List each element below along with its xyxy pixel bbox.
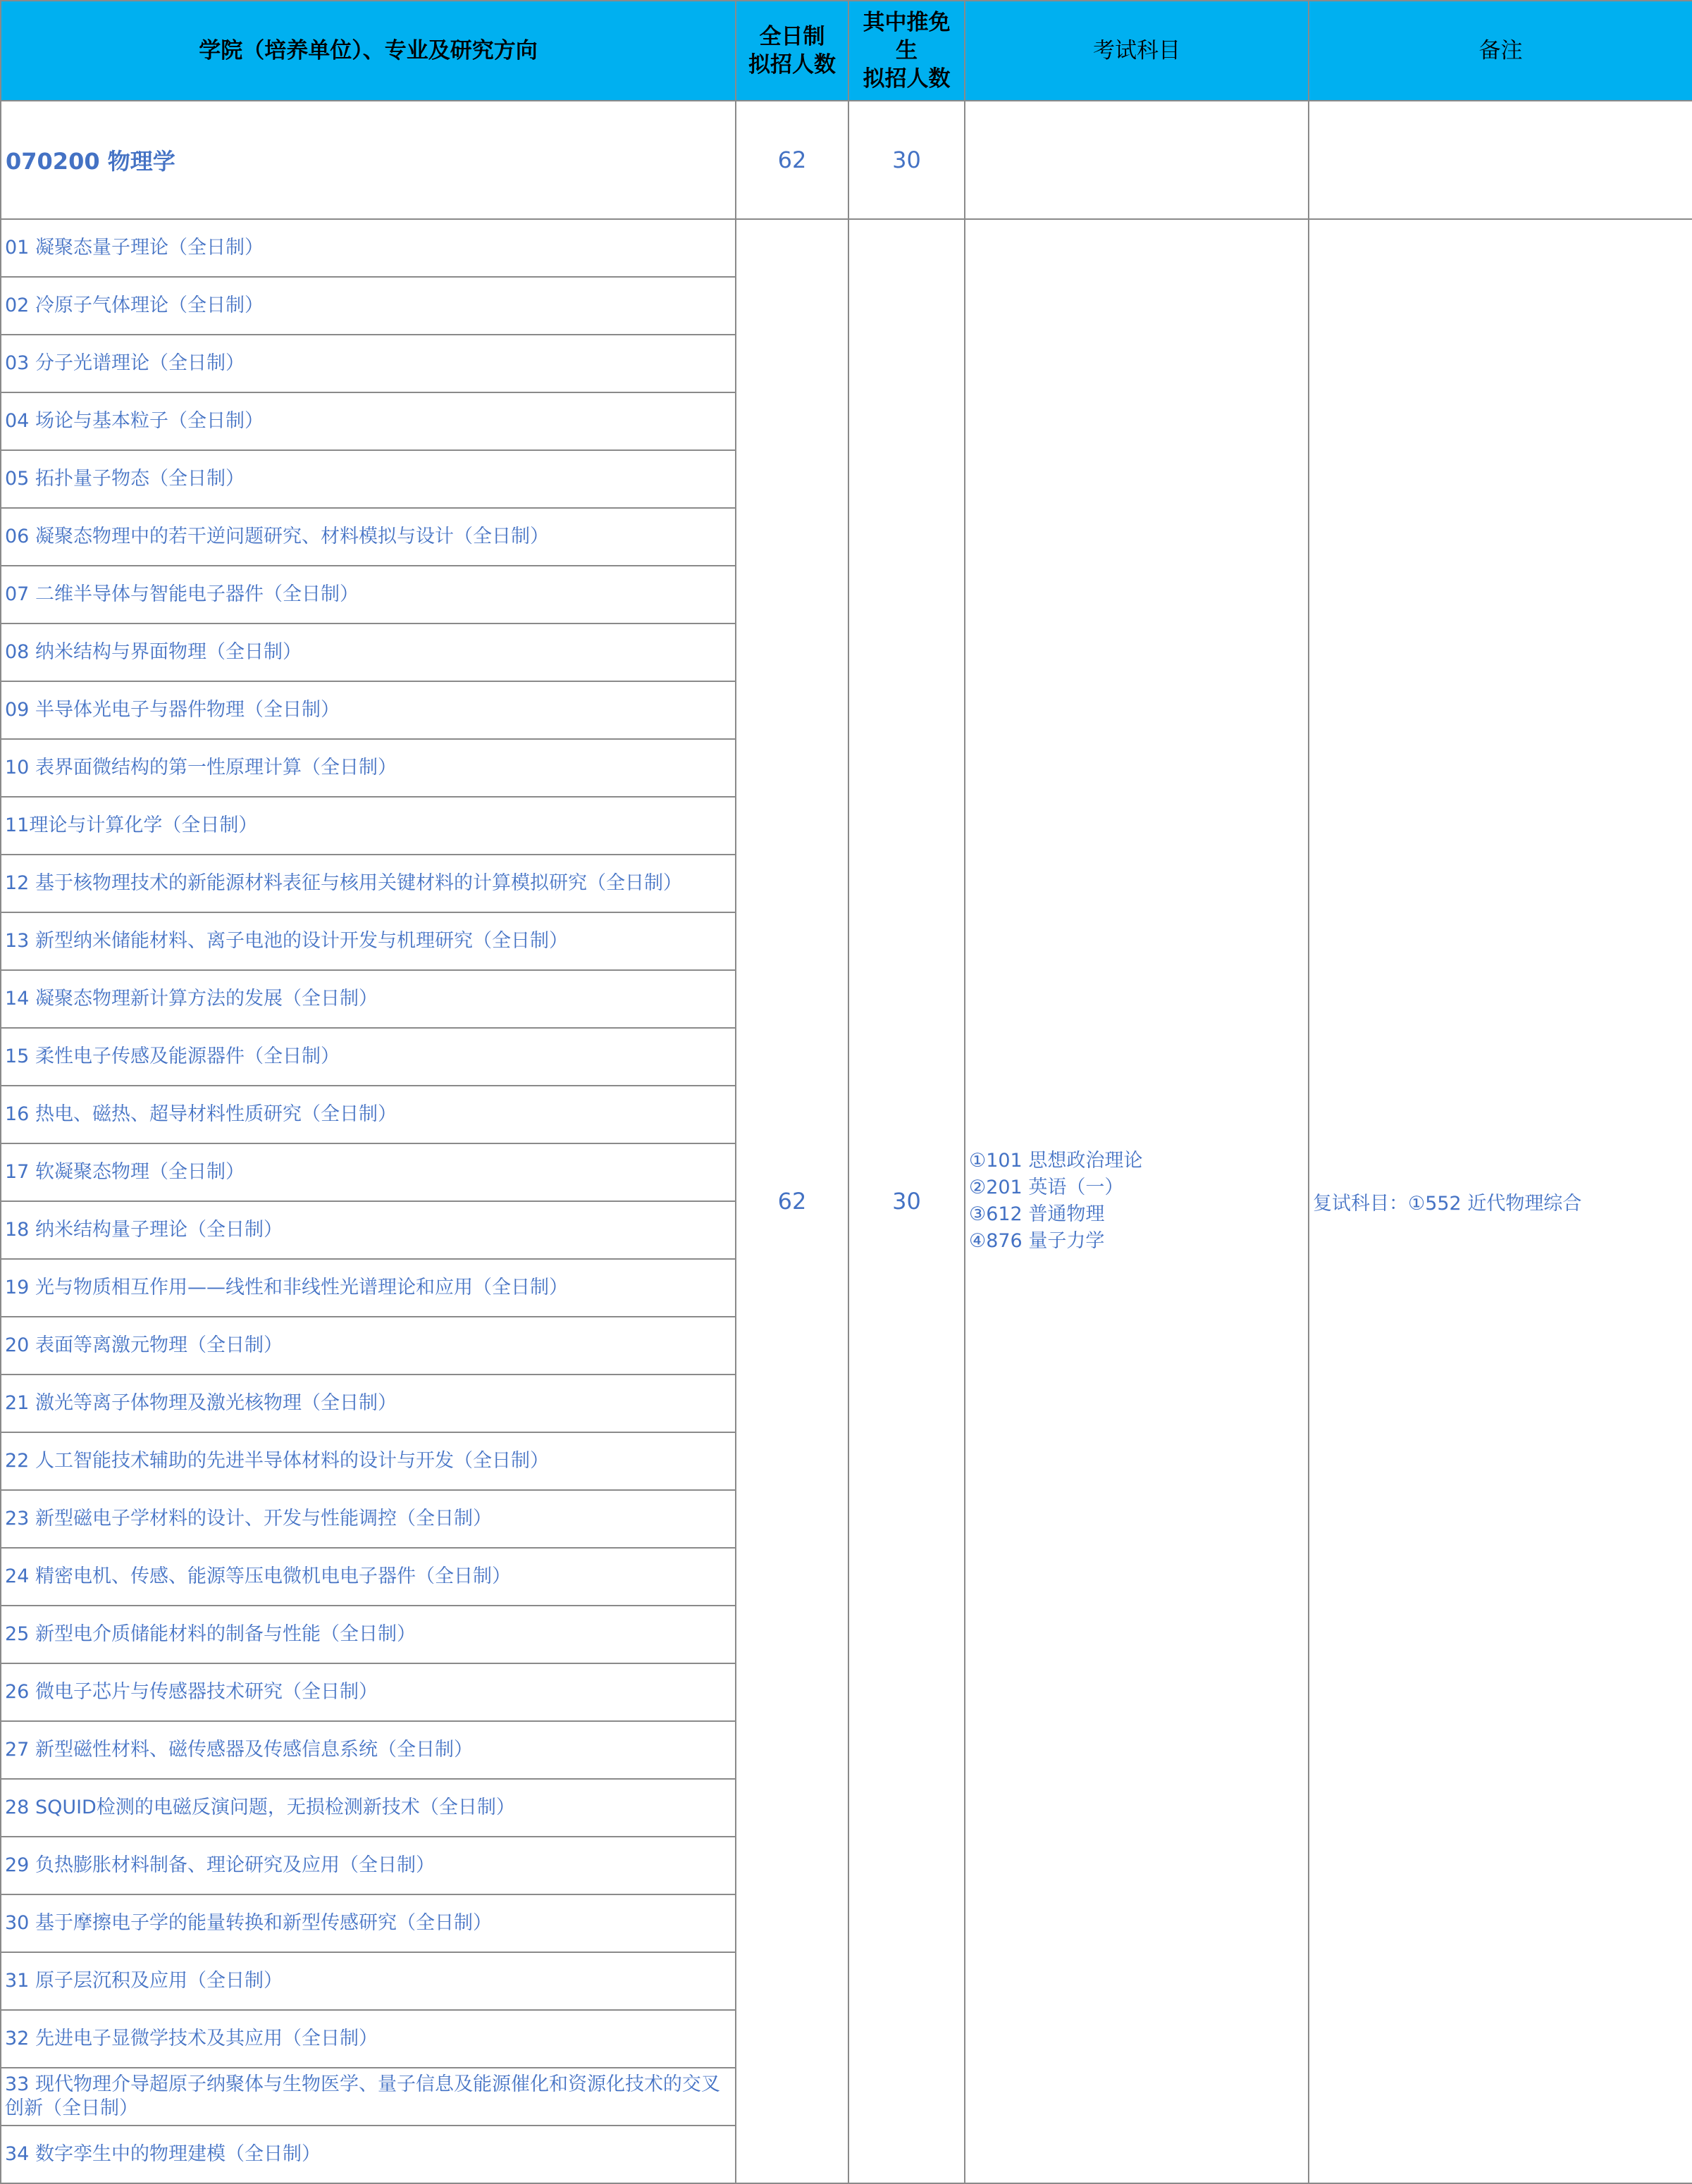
header-fulltime-quota-line1: 全日制 <box>759 24 825 49</box>
direction-name: 15 柔性电子传感及能源器件（全日制） <box>1 1028 736 1086</box>
direction-name: 06 凝聚态物理中的若干逆问题研究、材料模拟与设计（全日制） <box>1 508 736 566</box>
direction-name: 07 二维半导体与智能电子器件（全日制） <box>1 566 736 623</box>
remark-retest: 复试科目：①552 近代物理综合 <box>1309 219 1692 2183</box>
direction-name: 05 拓扑量子物态（全日制） <box>1 450 736 508</box>
exam-subject-item: ④876 量子力学 <box>969 1230 1105 1252</box>
header-exempt-quota-line3: 拟招人数 <box>863 66 951 92</box>
header-exempt-quota-line2: 生 <box>896 38 918 63</box>
direction-name: 01 凝聚态量子理论（全日制） <box>1 219 736 277</box>
directions-exempt: 30 <box>848 219 965 2183</box>
direction-name: 20 表面等离激元物理（全日制） <box>1 1317 736 1375</box>
direction-name: 28 SQUID检测的电磁反演问题，无损检测新技术（全日制） <box>1 1779 736 1837</box>
direction-name: 23 新型磁电子学材料的设计、开发与性能调控（全日制） <box>1 1490 736 1548</box>
exam-subjects <box>965 219 1309 2183</box>
direction-name: 11理论与计算化学（全日制） <box>1 797 736 855</box>
direction-name: 31 原子层沉积及应用（全日制） <box>1 1952 736 2010</box>
exam-subject-item: ②201 英语（一） <box>969 1177 1124 1198</box>
exam-subject-item: ①101 思想政治理论 <box>969 1150 1143 1172</box>
major-row <box>1 101 1692 219</box>
header-row <box>1 1 1692 101</box>
direction-name: 03 分子光谱理论（全日制） <box>1 335 736 392</box>
direction-name: 08 纳米结构与界面物理（全日制） <box>1 623 736 681</box>
direction-name: 13 新型纳米储能材料、离子电池的设计开发与机理研究（全日制） <box>1 912 736 970</box>
direction-name: 26 微电子芯片与传感器技术研究（全日制） <box>1 1663 736 1721</box>
direction-name: 10 表界面微结构的第一性原理计算（全日制） <box>1 739 736 797</box>
header-fulltime-quota-line2: 拟招人数 <box>748 52 836 77</box>
header-remarks: 备注 <box>1309 1 1692 101</box>
direction-name: 21 激光等离子体物理及激光核物理（全日制） <box>1 1375 736 1432</box>
header-exempt-quota-line1: 其中推免 <box>863 10 951 35</box>
direction-name: 04 场论与基本粒子（全日制） <box>1 392 736 450</box>
header-fulltime-quota <box>736 1 848 101</box>
direction-row <box>1 219 1692 277</box>
header-exempt-quota <box>848 1 965 101</box>
direction-name: 22 人工智能技术辅助的先进半导体材料的设计与开发（全日制） <box>1 1432 736 1490</box>
direction-name: 09 半导体光电子与器件物理（全日制） <box>1 681 736 739</box>
direction-name: 30 基于摩擦电子学的能量转换和新型传感研究（全日制） <box>1 1894 736 1952</box>
major-remark <box>1309 101 1692 219</box>
major-exam <box>965 101 1309 219</box>
direction-name: 33 现代物理介导超原子纳聚体与生物医学、量子信息及能源催化和资源化技术的交叉创新（全日制） <box>1 2068 736 2126</box>
major-name: 070200 物理学 <box>1 101 736 219</box>
directions-quota: 62 <box>736 219 848 2183</box>
major-quota: 62 <box>736 101 848 219</box>
direction-name: 16 热电、磁热、超导材料性质研究（全日制） <box>1 1086 736 1143</box>
direction-name: 17 软凝聚态物理（全日制） <box>1 1143 736 1201</box>
direction-name: 32 先进电子显微学技术及其应用（全日制） <box>1 2010 736 2068</box>
direction-name: 19 光与物质相互作用——线性和非线性光谱理论和应用（全日制） <box>1 1259 736 1317</box>
direction-name: 27 新型磁性材料、磁传感器及传感信息系统（全日制） <box>1 1721 736 1779</box>
header-exam-subjects: 考试科目 <box>965 1 1309 101</box>
direction-name: 34 数字孪生中的物理建模（全日制） <box>1 2126 736 2183</box>
major-exempt: 30 <box>848 101 965 219</box>
direction-name: 24 精密电机、传感、能源等压电微机电电子器件（全日制） <box>1 1548 736 1606</box>
direction-name: 25 新型电介质储能材料的制备与性能（全日制） <box>1 1606 736 1663</box>
direction-name: 12 基于核物理技术的新能源材料表征与核用关键材料的计算模拟研究（全日制） <box>1 855 736 912</box>
exam-subject-item: ③612 普通物理 <box>969 1203 1105 1225</box>
direction-name: 29 负热膨胀材料制备、理论研究及应用（全日制） <box>1 1837 736 1894</box>
direction-name: 14 凝聚态物理新计算方法的发展（全日制） <box>1 970 736 1028</box>
direction-name: 02 冷原子气体理论（全日制） <box>1 277 736 335</box>
direction-name: 18 纳米结构量子理论（全日制） <box>1 1201 736 1259</box>
header-college-major: 学院（培养单位）、专业及研究方向 <box>1 1 736 101</box>
